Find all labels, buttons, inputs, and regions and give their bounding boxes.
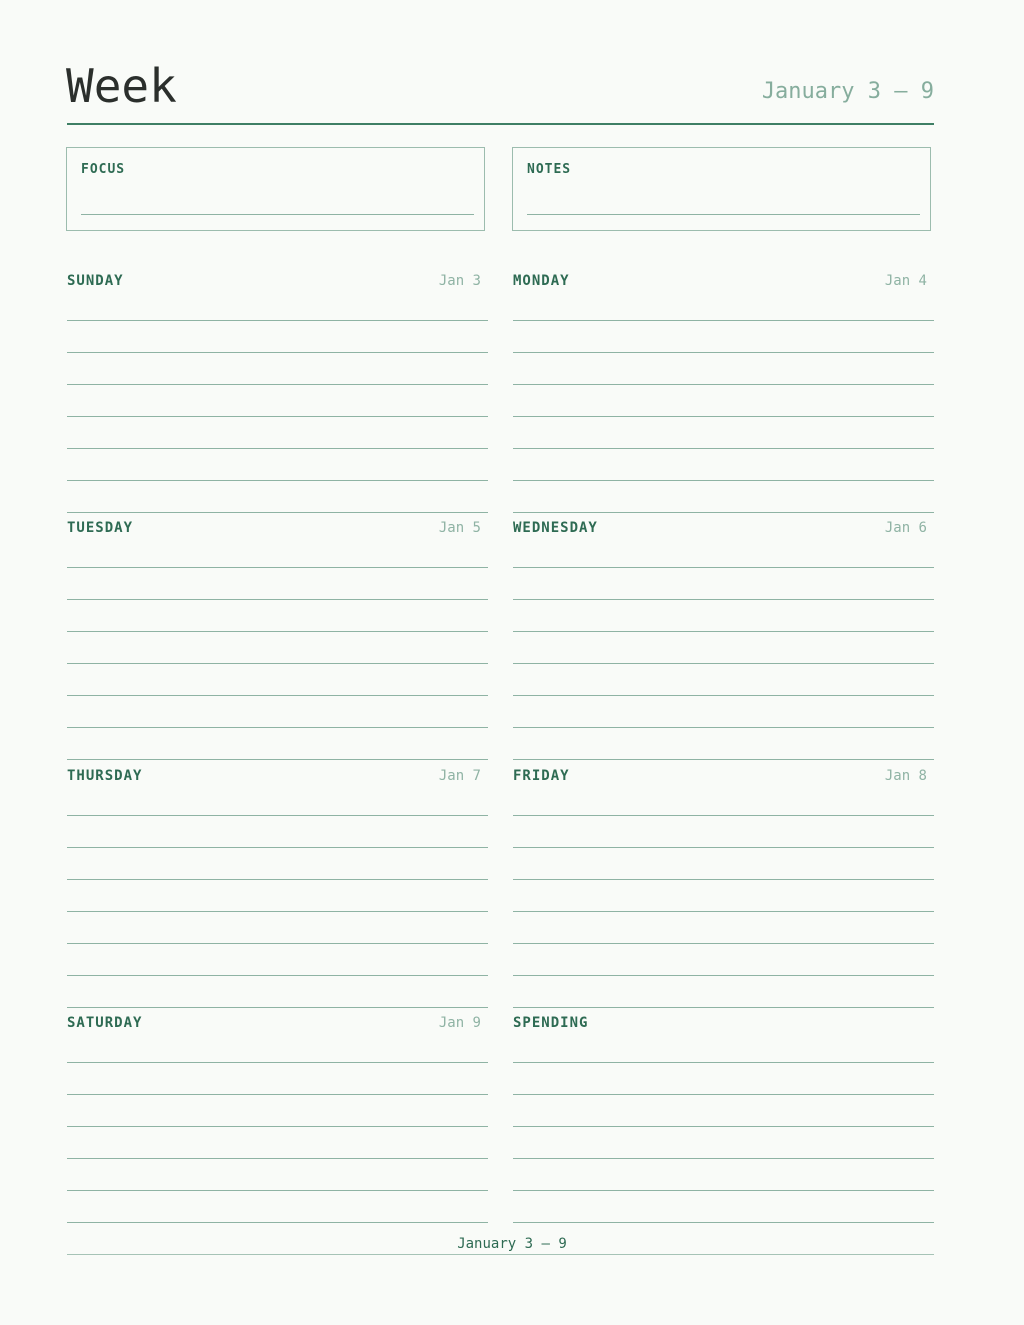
notes-label: NOTES <box>527 162 572 177</box>
day-section-monday[interactable] <box>513 263 934 511</box>
day-name: WEDNESDAY <box>513 520 598 536</box>
writing-line[interactable] <box>513 1190 934 1191</box>
spending-section[interactable] <box>513 1005 934 1253</box>
writing-line[interactable] <box>513 448 934 449</box>
writing-line[interactable] <box>513 663 934 664</box>
writing-line[interactable] <box>513 1126 934 1127</box>
day-name: TUESDAY <box>67 520 134 536</box>
focus-box[interactable] <box>66 147 485 231</box>
writing-line[interactable] <box>513 943 934 944</box>
writing-line[interactable] <box>67 1062 488 1063</box>
writing-line[interactable] <box>513 480 934 481</box>
writing-line[interactable] <box>67 879 488 880</box>
writing-line[interactable] <box>67 352 488 353</box>
writing-line[interactable] <box>67 727 488 728</box>
writing-line[interactable] <box>513 384 934 385</box>
day-section-thursday[interactable] <box>67 758 488 1006</box>
writing-line[interactable] <box>513 879 934 880</box>
writing-line[interactable] <box>513 975 934 976</box>
writing-line[interactable] <box>513 320 934 321</box>
notes-writing-line[interactable] <box>527 214 920 215</box>
writing-line[interactable] <box>513 1094 934 1095</box>
writing-line[interactable] <box>513 631 934 632</box>
writing-line[interactable] <box>67 631 488 632</box>
writing-line[interactable] <box>513 567 934 568</box>
writing-line[interactable] <box>67 663 488 664</box>
day-date: Jan 9 <box>438 1015 481 1031</box>
writing-line[interactable] <box>67 416 488 417</box>
day-date: Jan 5 <box>438 520 481 536</box>
writing-line[interactable] <box>67 975 488 976</box>
writing-line[interactable] <box>67 1126 488 1127</box>
writing-line[interactable] <box>67 599 488 600</box>
writing-line[interactable] <box>67 1158 488 1159</box>
writing-line[interactable] <box>513 416 934 417</box>
day-date: Jan 4 <box>884 273 927 289</box>
day-date: Jan 6 <box>884 520 927 536</box>
writing-line[interactable] <box>513 847 934 848</box>
writing-line[interactable] <box>67 384 488 385</box>
day-section-saturday[interactable] <box>67 1005 488 1253</box>
day-section-wednesday[interactable] <box>513 510 934 758</box>
writing-line[interactable] <box>67 1094 488 1095</box>
writing-line[interactable] <box>67 320 488 321</box>
writing-line[interactable] <box>513 815 934 816</box>
writing-line[interactable] <box>513 695 934 696</box>
day-name: SATURDAY <box>67 1015 143 1031</box>
writing-line[interactable] <box>67 448 488 449</box>
focus-writing-line[interactable] <box>81 214 474 215</box>
day-name: THURSDAY <box>67 768 143 784</box>
writing-line[interactable] <box>513 1062 934 1063</box>
day-section-tuesday[interactable] <box>67 510 488 758</box>
header-divider <box>67 123 934 125</box>
writing-line[interactable] <box>67 943 488 944</box>
writing-line[interactable] <box>67 815 488 816</box>
spending-label: SPENDING <box>513 1015 589 1031</box>
day-date: Jan 7 <box>438 768 481 784</box>
writing-line[interactable] <box>67 847 488 848</box>
day-section-friday[interactable] <box>513 758 934 1006</box>
writing-line[interactable] <box>513 352 934 353</box>
writing-line[interactable] <box>67 1190 488 1191</box>
writing-line[interactable] <box>67 695 488 696</box>
writing-line[interactable] <box>67 1222 488 1223</box>
writing-line[interactable] <box>513 1158 934 1159</box>
day-date: Jan 8 <box>884 768 927 784</box>
footer-divider <box>67 1254 934 1255</box>
day-name: FRIDAY <box>513 768 570 784</box>
writing-line[interactable] <box>513 727 934 728</box>
footer-text: January 3 – 9 <box>453 1236 571 1252</box>
day-section-sunday[interactable] <box>67 263 488 511</box>
notes-box[interactable] <box>512 147 931 231</box>
writing-line[interactable] <box>67 567 488 568</box>
writing-line[interactable] <box>67 480 488 481</box>
focus-label: FOCUS <box>81 162 126 177</box>
day-name: MONDAY <box>513 273 570 289</box>
writing-line[interactable] <box>513 911 934 912</box>
writing-line[interactable] <box>513 1222 934 1223</box>
page-title: Week <box>66 59 177 113</box>
writing-line[interactable] <box>513 599 934 600</box>
day-name: SUNDAY <box>67 273 124 289</box>
week-date-range: January 3 – 9 <box>761 79 934 104</box>
writing-line[interactable] <box>67 911 488 912</box>
footer-date-range <box>0 1236 1024 1252</box>
day-date: Jan 3 <box>438 273 481 289</box>
